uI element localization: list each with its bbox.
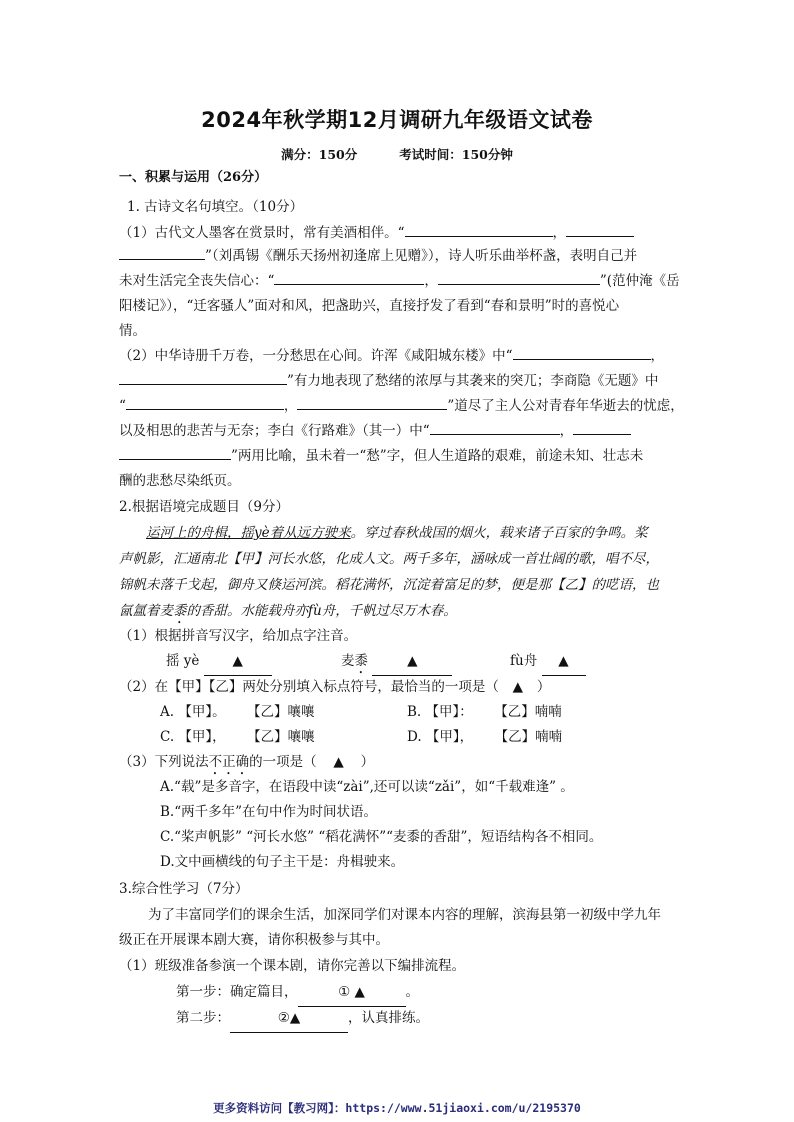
option-a[interactable]: A. 【甲】。 【乙】嚷嚷	[160, 704, 315, 720]
answer-blank[interactable]: ① ▲	[298, 979, 406, 1007]
q3-heading: 3.综合性学习（7分）	[119, 881, 249, 897]
question-text: 的一项是（	[249, 754, 317, 770]
q1-text: ”有力地表现了愁绪的浓厚与其袭来的突兀；李商隐《无题》中	[287, 373, 659, 389]
page-title: 2024年秋学期12月调研九年级语文试卷	[201, 108, 593, 132]
q1-line8: “ ， ”道尽了主人公对青春年华逝去的忧虑，	[119, 393, 684, 420]
step-label: 第一步：确定篇目，	[176, 984, 298, 1000]
triangle-icon: ▲	[558, 653, 569, 669]
answer-blank[interactable]	[566, 222, 634, 237]
statement-b[interactable]: B.“两千多年”在句中作为时间状语。	[160, 804, 378, 820]
statement-a[interactable]: A.“载”是多音字，在语段中读“zài”,还可以读“zǎi”，如“千载难逢” 。	[160, 779, 574, 795]
triangle-icon: ▲	[512, 679, 524, 695]
answer-blank[interactable]	[513, 345, 651, 360]
q1-line11: 酬的悲愁尽染纸页。	[119, 473, 241, 489]
answer-blank[interactable]	[119, 445, 231, 460]
dotted-char: 黍	[173, 603, 187, 619]
passage-line1	[146, 520, 648, 547]
pinyin-item-1	[166, 648, 272, 676]
question-text: （2）在【甲】【乙】两处分别填入标点符号，最恰当的一项是（	[119, 679, 499, 695]
q3-intro-line1: 为了丰富同学们的课余生活，加深同学们对课本内容的理解，滨海县第一初级中学九年	[148, 907, 661, 923]
step-two	[176, 1005, 429, 1033]
q2-heading: 2.根据语境完成题目（9分）	[119, 499, 289, 515]
underlined-sentence: 运河上的舟楫，摇yè着从远方驶来	[146, 525, 351, 541]
answer-blank[interactable]	[573, 420, 631, 435]
passage-text: 的香甜。水能载舟亦fù舟，千帆过尽万木春。	[186, 603, 457, 619]
passage-line2: 声帆影，汇通南北【甲】河长水悠，化成人文。两千多年，涵咏成一首壮阔的歌，唱不尽，	[119, 551, 659, 567]
answer-blank[interactable]	[372, 648, 452, 676]
answer-blank[interactable]	[542, 648, 586, 676]
q1-line10	[119, 443, 643, 470]
answer-blank[interactable]	[438, 270, 600, 285]
item-label: 摇 yè	[166, 653, 200, 669]
step-label: 第二步：	[176, 1010, 230, 1026]
section-heading: 一、积累与运用（26分）	[119, 170, 268, 185]
answer-blank[interactable]: ②▲	[230, 1005, 348, 1033]
question-text: ）	[536, 679, 551, 695]
answer-blank[interactable]	[119, 370, 287, 385]
exam-time: 考试时间：150分钟	[399, 147, 513, 162]
q1-text: ”两用比喻，虽未着一“愁”字，但人生道路的艰难，前途未知、壮志未	[231, 448, 644, 464]
q1-text: ”(范仲淹《岳	[599, 273, 680, 289]
q1-text: （1）古代文人墨客在赏景时，常有美酒相伴。“	[119, 225, 405, 241]
answer-blank[interactable]	[430, 420, 560, 435]
triangle-icon: ▲	[407, 653, 418, 669]
pinyin-item-2	[341, 648, 452, 677]
q3-sub1: （1）班级准备参演一个课本剧，请你完善以下编排流程。	[119, 958, 466, 974]
question-text: ）	[360, 754, 375, 770]
question-text: （3）下列说法	[119, 754, 209, 770]
dotted-char: 黍	[354, 653, 368, 669]
dotted-text: 不正确	[208, 754, 250, 770]
item-label: fù舟	[510, 653, 538, 669]
step-one	[176, 979, 419, 1007]
step-text: ，认真排练。	[348, 1010, 429, 1026]
pinyin-item-3	[510, 648, 586, 676]
q1-text: 以及相思的悲苦与无奈；李白《行路难》（其一）中“	[119, 423, 430, 439]
q1-line6: （2）中华诗册千万卷，一分愁思在心间。许浑《咸阳城东楼》中“ ，	[119, 343, 664, 370]
option-c[interactable]: C. 【甲】， 【乙】嚷嚷	[160, 729, 315, 745]
triangle-icon: ▲	[333, 754, 344, 770]
q1-text: “	[119, 398, 126, 414]
answer-blank[interactable]	[297, 395, 447, 410]
statement-c[interactable]: C.“桨声帆影” “河长水悠” “稻花满怀”“麦黍的香甜”，短语结构各不相同。	[160, 829, 603, 845]
q1-line7	[119, 368, 658, 395]
option-b[interactable]: B. 【甲】： 【乙】喃喃	[407, 704, 562, 720]
passage-line3: 锦帆未落千戈起，御舟又倏运河滨。稻花满怀，沉淀着富足的梦，便是那【乙】的呓语，也	[119, 577, 659, 593]
q1-line9: 以及相思的悲苦与无奈；李白《行路难》（其一）中“ ，	[119, 418, 631, 445]
q1-text: ”道尽了主人公对青春年华逝去的忧虑，	[447, 398, 684, 414]
answer-blank[interactable]	[119, 245, 205, 260]
q1-line1: （1）古代文人墨客在赏景时，常有美酒相伴。“ ，	[119, 220, 634, 247]
q1-line2	[119, 243, 637, 270]
answer-blank[interactable]	[405, 222, 553, 237]
q1-line5: 情。	[119, 323, 146, 339]
footer-link[interactable]: 更多资料访问【教习网】：https://www.51jiaoxi.com/u/2195370	[213, 1101, 581, 1115]
q3-intro-line2: 级正在开展课本剧大赛，请你积极参与其中。	[119, 932, 389, 948]
step-text: 。	[405, 984, 419, 1000]
option-d[interactable]: D. 【甲】， 【乙】喃喃	[407, 729, 563, 745]
q2-sub1: （1）根据拼音写汉字，给加点字注音。	[119, 628, 358, 644]
statement-d[interactable]: D.文中画横线的句子主干是：舟楫驶来。	[160, 854, 405, 870]
item-label: 麦	[341, 653, 355, 669]
q1-line3: 未对生活完全丧失信心：“ ， ”(范仲淹《岳	[119, 268, 680, 295]
q1-text: （2）中华诗册千万卷，一分愁思在心间。许浑《咸阳城东楼》中“	[119, 348, 513, 364]
answer-blank[interactable]	[126, 395, 284, 410]
triangle-icon: ▲	[232, 653, 243, 669]
answer-blank[interactable]	[204, 648, 272, 676]
q1-heading: 1. 古诗文名句填空。（10分）	[127, 199, 304, 215]
exam-info	[0, 145, 794, 163]
answer-blank[interactable]	[274, 270, 424, 285]
q1-text: 未对生活完全丧失信心：“	[119, 273, 275, 289]
passage-text: 氤氲着麦	[119, 603, 173, 619]
passage-text: 。穿过春秋战国的烟火，载来诸子百家的争鸣。桨	[350, 525, 648, 541]
q1-line4: 阳楼记》），“迁客骚人”面对和风，把盏助兴，直接抒发了看到“春和景明”时的喜悦心	[119, 298, 620, 314]
q1-text: ”（刘禹锡《酬乐天扬州初逢席上见赠》），诗人听乐曲举杯盏，表明自己并	[205, 248, 638, 264]
full-score: 满分：150分	[281, 147, 358, 162]
q2-sub2	[119, 674, 550, 701]
